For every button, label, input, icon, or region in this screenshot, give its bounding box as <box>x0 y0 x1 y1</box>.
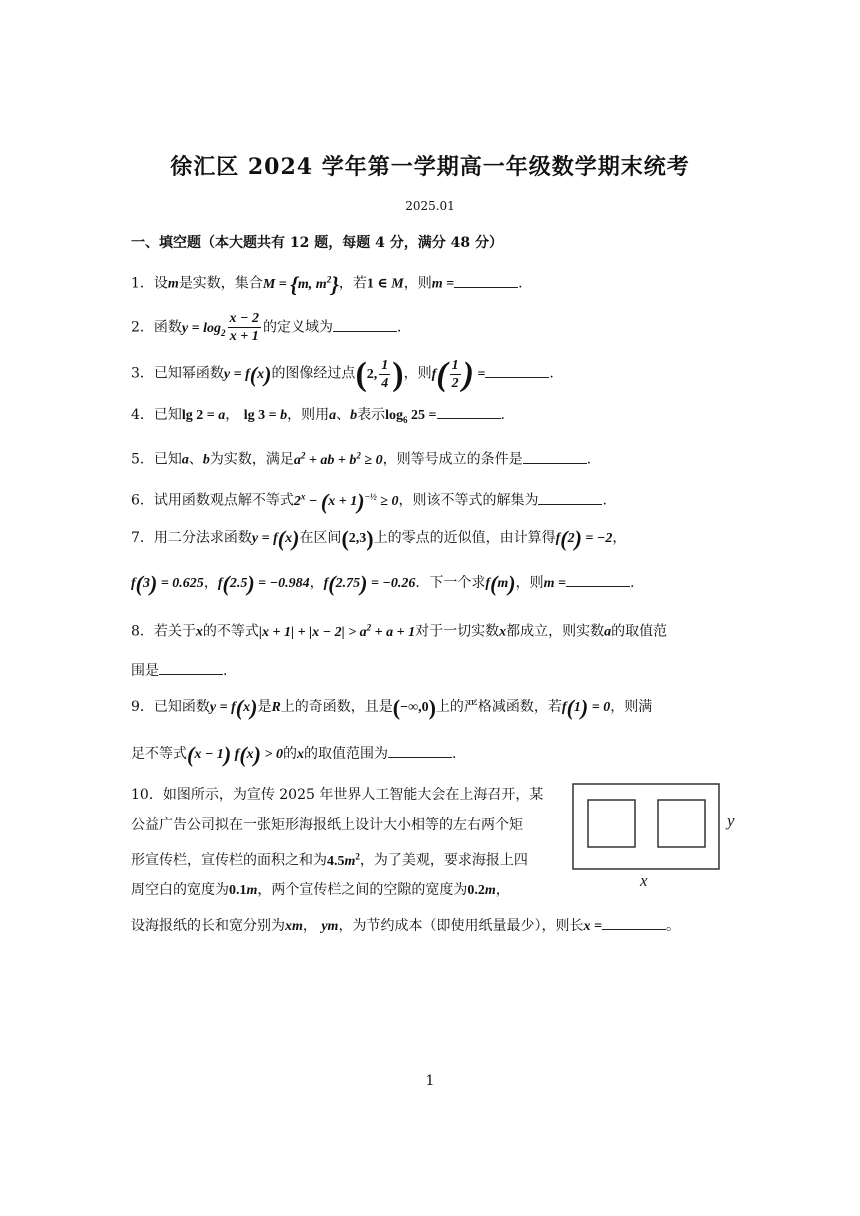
question-number: 2． <box>131 319 154 336</box>
page-title: 徐汇区 2024 学年第一学期高一年级数学期末统考 <box>170 154 690 180</box>
question-7 <box>131 525 627 551</box>
question-2: 2．函数$y = \log_2$ $\frac{x - 2}{x + 1}$ 的定义域为 . <box>131 311 402 344</box>
question-10-line4 <box>131 880 510 901</box>
math: a <box>181 452 189 468</box>
math: y = f(x) <box>251 525 300 551</box>
text: 用二分法求函数 <box>153 530 252 546</box>
math: f(2.5) = −0.984 <box>217 570 310 596</box>
answer-blank[interactable] <box>538 490 602 505</box>
text: ， <box>495 882 510 898</box>
question-number: 4． <box>131 407 154 423</box>
math: a <box>329 408 337 423</box>
text: 已知函数 <box>153 699 210 715</box>
text: ，则 <box>403 275 432 292</box>
text: 上的严格减函数，若 <box>435 699 562 715</box>
answer-blank[interactable] <box>454 273 518 288</box>
math: f( $\frac{1}{2}$ ) = <box>431 355 486 393</box>
exam-date: 2025.01 <box>405 199 455 213</box>
text: 上的奇函数，且是 <box>280 699 393 715</box>
label-x: x <box>640 871 648 890</box>
question-1: 1．设m是实数，集合M = {m, $m^2$}，若1 ∈ M，则m = . <box>131 271 523 297</box>
text: 已知 <box>153 407 182 423</box>
answer-blank[interactable] <box>437 404 501 419</box>
text: ，则满 <box>610 699 653 715</box>
math: x <box>499 624 507 640</box>
question-8 <box>131 617 667 643</box>
answer-blank[interactable] <box>566 572 630 587</box>
math: (−∞,0) <box>392 694 436 720</box>
answer-blank[interactable] <box>159 660 223 675</box>
question-number: 1． <box>131 275 154 292</box>
answer-blank[interactable] <box>602 915 666 930</box>
text: 的取值范围为 <box>303 746 388 762</box>
math: f(m) <box>485 570 516 596</box>
text: 已知 <box>153 451 182 468</box>
answer-blank[interactable] <box>523 449 587 464</box>
question-10 <box>131 785 543 805</box>
math: y = f(x) <box>223 361 272 387</box>
text: 在区间 <box>299 530 342 546</box>
math: x = <box>583 919 602 934</box>
text: ， <box>309 575 324 591</box>
page-number: 1 <box>425 1073 435 1089</box>
question-9-cont: 足不等式(x − 1) f(x) > 0的x的取值范围为 . <box>131 741 457 767</box>
text: 公益广告公司拟在一张矩形海报纸上设计大小相等的左右两个矩 <box>131 817 523 833</box>
fraction: $\frac{x - 2}{x + 1}$ <box>229 311 259 344</box>
math: lg 2 = a <box>181 408 226 423</box>
text: ，若 <box>338 275 367 292</box>
text: 设 <box>153 275 168 292</box>
math: m = <box>543 576 566 591</box>
math: (x − 1) f(x) > 0 <box>187 741 283 767</box>
answer-blank[interactable] <box>388 743 452 758</box>
question-10-line3 <box>131 846 528 872</box>
text: 若关于 <box>153 623 196 640</box>
text: ， <box>612 530 627 546</box>
question-4: 4．已知lg 2 = a， lg 3 = b，则用a、b表示$\log_6 25$ = . <box>131 404 505 430</box>
text: 的图像经过点 <box>271 365 356 382</box>
answer-blank[interactable] <box>333 317 397 332</box>
math: 0.2m <box>467 883 496 898</box>
math: $2^x - (x + 1)^{-\frac{1}{2}} \ge 0$ <box>293 488 399 514</box>
text: 、 <box>188 451 203 468</box>
question-number: 6． <box>131 492 154 509</box>
text: 函数 <box>153 319 182 336</box>
text: 围是 <box>131 663 159 679</box>
label-y: y <box>727 811 735 830</box>
math: x <box>296 747 304 762</box>
question-9 <box>131 694 653 720</box>
text: ．下一个求 <box>415 575 486 591</box>
math-log: $y = \log_2$ <box>181 320 226 338</box>
math: R <box>271 700 281 715</box>
question-8-cont: 围是 . <box>131 660 227 681</box>
text: 试用函数观点解不等式 <box>153 492 294 509</box>
text: 如图所示，为宣传 2025 年世界人工智能大会在上海召开，某 <box>162 787 544 803</box>
text: 上的零点的近似值，由计算得 <box>373 530 556 546</box>
banner-right <box>658 800 705 847</box>
text: 的 <box>282 746 297 762</box>
math: $4.5m^2$ <box>327 851 360 869</box>
math: f(1) = 0 <box>561 694 611 720</box>
math: f(3) = 0.625 <box>131 570 204 596</box>
math: 1 ∈ M <box>366 276 404 292</box>
question-number: 9． <box>131 699 154 715</box>
section-heading: 一、填空题（本大题共有 12 题，每题 4 分，满分 48 分） <box>131 235 503 251</box>
math: lg 3 = b <box>243 408 288 423</box>
text: 的不等式 <box>202 623 259 640</box>
question-number: 8． <box>131 623 154 640</box>
text: 是实数，集合 <box>178 275 263 292</box>
text: ，则该不等式的解集为 <box>398 492 539 509</box>
text: 表示 <box>357 407 386 423</box>
text: ，为了美观，要求海报上四 <box>359 852 528 869</box>
text: ， <box>203 575 218 591</box>
math: f(2) = −2 <box>555 525 613 551</box>
text: 的定义域为 <box>263 319 333 336</box>
math: m <box>167 276 179 292</box>
question-number: 5． <box>131 451 154 468</box>
question-6: 6．试用函数观点解不等式$2^x - (x + 1)^{-\frac{1}{2}} \ge 0$，则该不等式的解集为 . <box>131 488 607 514</box>
text: 是 <box>257 699 272 715</box>
question-number: 7． <box>131 530 154 546</box>
math: (2,3) <box>341 525 374 551</box>
question-number: 10． <box>131 787 163 803</box>
question-7-cont: f(3) = 0.625，f(2.5) = −0.984，f(2.75) = −0.26．下一个求f(m)，则m = . <box>131 570 635 596</box>
text: ，两个宣传栏之间的空隙的宽度为 <box>257 882 468 898</box>
text: 形宣传栏，宣传栏的面积之和为 <box>131 852 327 869</box>
banner-left <box>588 800 635 847</box>
math: $\log_6 25$ = <box>385 408 437 425</box>
math-point: (2, $\frac{1}{4}$ ) <box>355 355 404 393</box>
text: 、 <box>336 407 351 423</box>
math: xm <box>285 919 303 934</box>
text: ，则 <box>515 575 544 591</box>
math: m = <box>431 276 455 292</box>
math: $|x + 1| + |x - 2| > a^2 + a + 1$ <box>258 622 416 640</box>
text: ，为节约成本（即使用纸量最少），则长 <box>338 918 584 934</box>
math: $a^2$ + ab + $b^2 \ge 0$ <box>293 450 383 468</box>
text: 的取值范 <box>611 623 668 640</box>
poster-outline <box>573 784 719 869</box>
math: b <box>350 408 358 423</box>
math: x <box>195 624 203 640</box>
text: ， <box>302 918 317 934</box>
math: 0.1m <box>229 883 258 898</box>
question-3: 3．已知幂函数y = f(x)的图像经过点(2, $\frac{1}{4}$ )，则f( $\frac{1}{2}$ ) = . <box>131 355 554 393</box>
text: 都成立，则实数 <box>506 623 605 640</box>
text: ，则等号成立的条件是 <box>382 451 523 468</box>
question-5: 5．已知a、b为实数，满足$a^2$ + ab + $b^2 \ge 0$，则等号成立的条件是 . <box>131 450 592 468</box>
math-set: M = {m, $m^2$} <box>262 271 339 297</box>
text: 对于一切实数 <box>415 623 500 640</box>
question-10-line5: 设海报纸的长和宽分别为xm， ym，为节约成本（即使用纸量最少），则长x = 。 <box>131 915 680 937</box>
text: ，则用 <box>287 407 330 423</box>
text: 设海报纸的长和宽分别为 <box>131 918 285 934</box>
math: ym <box>321 919 339 934</box>
answer-blank[interactable] <box>485 363 549 378</box>
math: y = f(x) <box>209 694 258 720</box>
text: 足不等式 <box>131 746 187 762</box>
math: a <box>604 624 612 640</box>
text: ， <box>225 407 240 423</box>
question-10-line2 <box>131 815 523 835</box>
question-number: 3． <box>131 365 154 382</box>
poster-diagram <box>570 780 750 890</box>
math: f(2.75) = −0.26 <box>323 570 416 596</box>
text: 为实数，满足 <box>209 451 294 468</box>
text: ，则 <box>403 365 432 382</box>
math: b <box>202 452 210 468</box>
text: 周空白的宽度为 <box>131 882 229 898</box>
text: 已知幂函数 <box>153 365 224 382</box>
